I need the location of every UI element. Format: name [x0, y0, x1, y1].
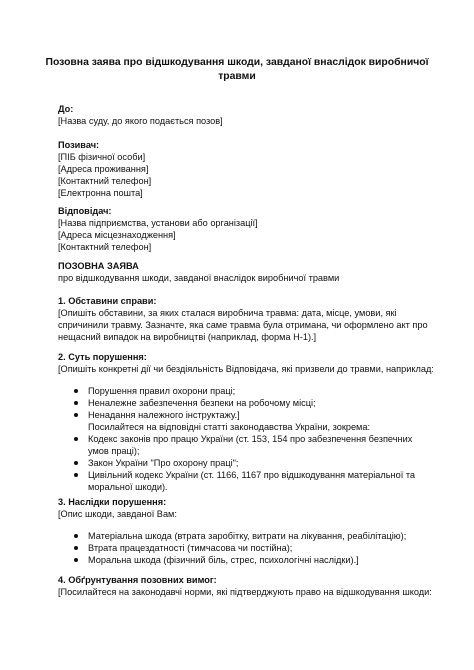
section-1 [58, 295, 428, 343]
plaintiff-email: [Електронна пошта] [58, 188, 143, 198]
list-item: Неналежне забезпечення безпеки на робочому місці; [58, 397, 418, 409]
section-4 [58, 574, 432, 598]
defendant-name: [Назва підприємства, установи або організації] [58, 218, 258, 228]
section-2-refer: Посилайтеся на відповідні статті законодавства України, зокрема: [88, 422, 371, 432]
section-3 [58, 496, 418, 566]
defendant-address: [Адреса місцезнаходження] [58, 230, 176, 240]
section-3-intro: [Опис шкоди, завданої Вам: [58, 509, 177, 519]
section-2-heading: 2. Суть порушення: [58, 352, 147, 362]
section-1-text-line: спричинили травму. Зазначте, яка саме травма була отримана, чи оформлено акт про [58, 320, 428, 330]
list-item: Кодекс законів про працю України (ст. 153, 154 про забезпечення безпечних [58, 433, 418, 445]
list-item-continuation: умов праці); [88, 446, 140, 456]
list-item: Порушення правил охорони праці; [58, 385, 418, 397]
claim-heading-section [58, 260, 418, 284]
to-section [58, 103, 418, 127]
claim-heading: ПОЗОВНА ЗАЯВА [58, 261, 139, 271]
section-4-intro: [Посилайтеся на законодавчі норми, які підтверджують право на відшкодування шкоди: [58, 587, 432, 597]
section-1-text-line: нещасний випадок на виробництві (наприклад, форма Н-1).] [58, 332, 317, 342]
title-line-1: Позовна заява про відшкодування шкоди, завданої внаслідок виробничої [45, 57, 429, 68]
plaintiff-name: [ПІБ фізичної особи] [58, 152, 146, 162]
section-2 [58, 351, 434, 493]
list-item-continuation: моральної шкоди). [88, 482, 168, 492]
section-4-heading: 4. Обґрунтування позовних вимог: [58, 575, 217, 585]
document-title [0, 56, 474, 84]
plaintiff-heading: Позивач: [58, 140, 100, 150]
title-line-2: травми [218, 71, 256, 82]
list-item: Матеріальна шкода (втрата заробітку, витрати на лікування, реабілітацію); [58, 530, 418, 542]
list-item: Моральна шкода (фізичний біль, стрес, психологічні наслідки).] [58, 554, 418, 566]
claim-subtitle: про відшкодування шкоди, завданої внаслідок виробничої травми [58, 273, 340, 283]
list-item: Ненадання належного інструктажу.] [58, 409, 418, 421]
section-1-heading: 1. Обставини справи: [58, 296, 157, 306]
section-1-text-line: [Опишіть обставини, за яких сталася виробнича травма: дата, місце, умови, які [58, 308, 397, 318]
plaintiff-section [58, 139, 418, 199]
defendant-heading: Відповідач: [58, 206, 112, 216]
section-2-intro: [Опишіть конкретні дії чи бездіяльність Відповідача, які призвели до травми, наприклад: [58, 364, 434, 374]
section-3-heading: 3. Наслідки порушення: [58, 497, 167, 507]
plaintiff-phone: [Контактний телефон] [58, 176, 152, 186]
list-item: Втрата працездатності (тимчасова чи постійна); [58, 542, 418, 554]
list-item: Закон України "Про охорону праці"; [58, 457, 418, 469]
defendant-phone: [Контактний телефон] [58, 242, 152, 252]
to-heading: До: [58, 104, 74, 114]
court-name: [Назва суду, до якого подається позов] [58, 116, 223, 126]
defendant-section [58, 205, 418, 253]
plaintiff-address: [Адреса проживання] [58, 164, 149, 174]
list-item: Цивільний кодекс України (ст. 1166, 1167 про відшкодування матеріальної та [58, 469, 418, 481]
